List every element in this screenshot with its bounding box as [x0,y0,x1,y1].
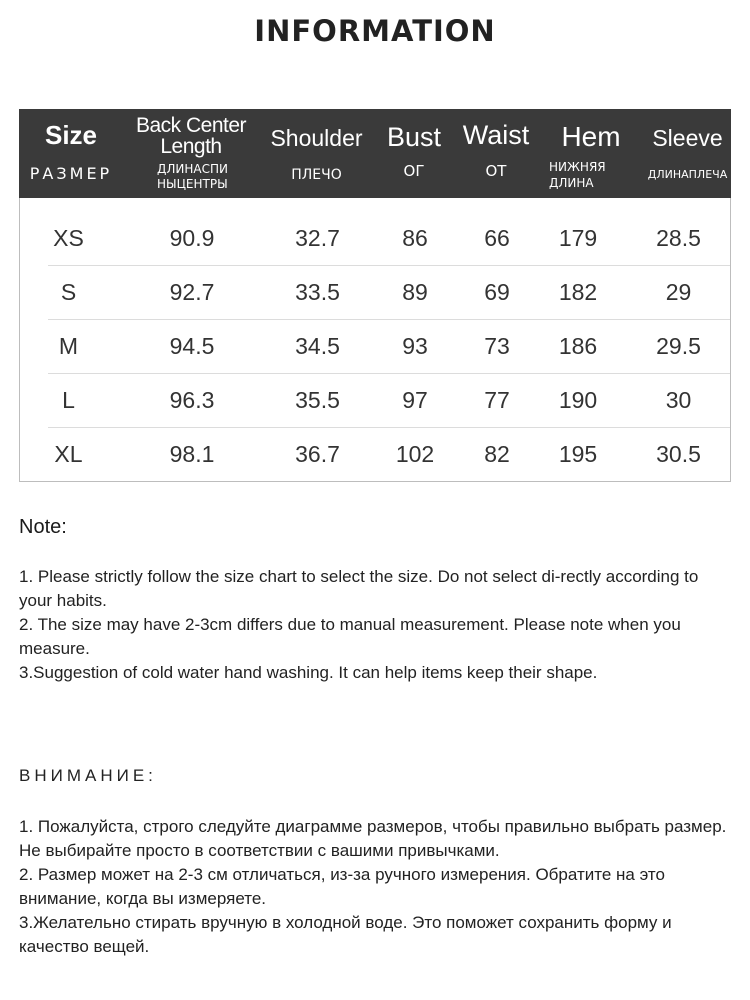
cell-back-center-length: 98.1 [169,441,215,467]
note-title: Note: [19,516,67,538]
header-size-sublabel: РАЗМЕР [29,164,113,183]
header-shoulder-sublabel: ПЛЕЧО [291,167,342,183]
cell-hem: 186 [558,333,598,359]
cell-size: XL [54,441,83,467]
cell-hem: 195 [558,441,598,467]
header-sleeve [644,109,731,198]
header-waist-sublabel: ОТ [485,162,507,180]
header-bust [374,109,454,198]
cell-bust: 86 [402,225,428,251]
header-hem-label: Hem [561,121,621,152]
header-waist [454,109,538,198]
header-bust-label: Bust [386,122,442,152]
cell-sleeve: 28.5 [656,225,701,251]
cell-back-center-length: 96.3 [169,387,215,413]
attention-body [19,815,734,959]
cell-waist: 82 [484,441,510,467]
cell-size: L [62,387,75,413]
header-back-center-length-sublabel: ДЛИНАСПИ НЫЦЕНТРЫ [157,162,228,191]
cell-shoulder: 36.7 [295,441,340,467]
header-sleeve-label: Sleeve [652,125,723,151]
header-size [19,109,123,198]
attention-item: 3.Желательно стирать вручную в холодной воде. Это поможет сохранить форму и качество вещей. [19,913,672,956]
note-item: 2. The size may have 2-3cm differs due to manual measurement. Please note when you measure. [19,615,681,658]
cell-sleeve: 29.5 [656,333,701,359]
cell-sleeve: 30.5 [656,441,701,467]
note-body [19,565,719,685]
attention-item: 2. Размер может на 2-3 см отличаться, из-за ручного измерения. Обратите на это внимание, когда вы измеряете. [19,865,665,908]
header-shoulder-label: Shoulder [270,125,363,151]
header-bust-sublabel: ОГ [403,162,425,180]
table-row [20,211,730,265]
header-sleeve-sublabel: ДЛИНАПЛЕЧА [647,168,728,181]
cell-size: S [60,279,77,305]
header-waist-label: Waist [462,120,530,150]
cell-shoulder: 34.5 [295,333,340,359]
page-title: INFORMATION [254,14,496,48]
header-size-label: Size [44,120,98,150]
header-hem-sublabel: НИЖНЯЯ ДЛИНА [549,160,606,190]
size-chart-header [19,109,731,198]
note-item: 3.Suggestion of cold water hand washing. It can help items keep their shape. [19,663,598,682]
cell-bust: 93 [402,333,428,359]
attention-title: ВНИМАНИЕ: [19,766,157,785]
table-row [20,373,730,427]
cell-waist: 73 [484,333,510,359]
cell-shoulder: 35.5 [295,387,340,413]
cell-shoulder: 33.5 [295,279,340,305]
attention-item: 1. Пожалуйста, строго следуйте диаграмме размеров, чтобы правильно выбрать размер. Не выбирайте просто в соответствии с вашими привычками. [19,817,727,860]
header-back-center-length [123,109,259,198]
cell-waist: 77 [484,387,510,413]
cell-back-center-length: 92.7 [169,279,215,305]
note-item: 1. Please strictly follow the size chart to select the size. Do not select di-rectly according to your habits. [19,567,699,610]
cell-size: M [58,333,79,359]
table-row [20,265,730,319]
cell-sleeve: 30 [665,387,692,413]
size-chart-table [19,109,731,482]
cell-hem: 190 [558,387,598,413]
cell-shoulder: 32.7 [295,225,340,251]
header-hem [538,109,644,198]
table-row [20,319,730,373]
table-row [20,427,730,481]
cell-bust: 97 [402,387,428,413]
cell-hem: 179 [558,225,598,251]
header-back-center-length-label: Back Center Length [135,114,247,158]
cell-sleeve: 29 [665,279,692,305]
cell-size: XS [53,225,84,251]
cell-back-center-length: 90.9 [169,225,215,251]
cell-bust: 89 [402,279,428,305]
cell-back-center-length: 94.5 [169,333,215,359]
cell-waist: 66 [484,225,510,251]
cell-hem: 182 [558,279,598,305]
cell-bust: 102 [395,441,435,467]
cell-waist: 69 [484,279,510,305]
header-shoulder [259,109,374,198]
